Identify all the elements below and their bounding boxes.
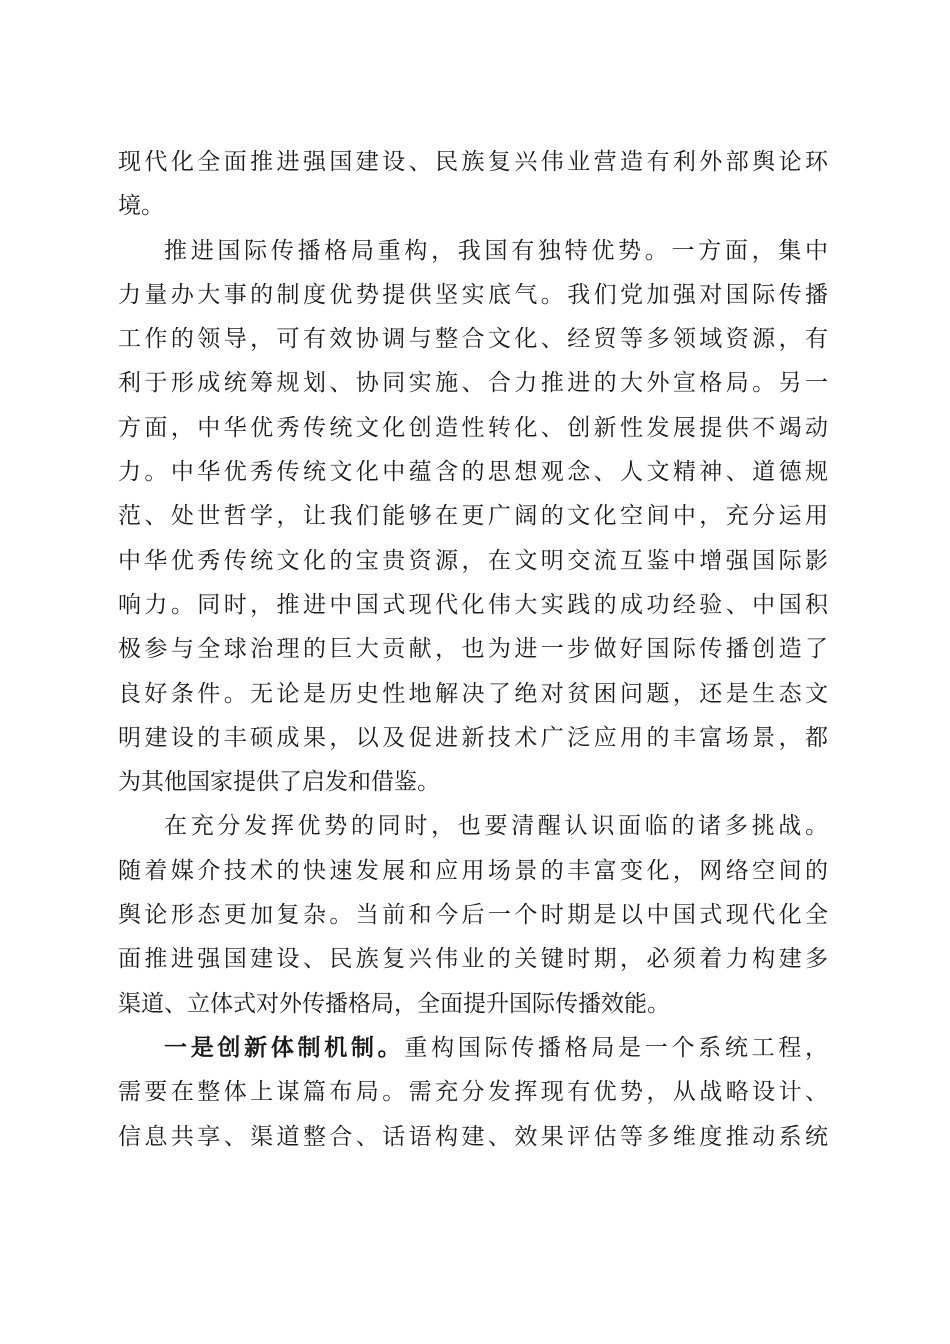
text-line: 力。中华优秀传统文化中蕴含的思想观念、人文精神、道德规 [118, 459, 828, 486]
text-line: 现代化全面推进强国建设、民族复兴伟业营造有利外部舆论环 [118, 149, 828, 175]
text-line: 力量办大事的制度优势提供坚实底气。我们党加强对国际传播 [118, 281, 828, 308]
text-line: 良好条件。无论是历史性地解决了绝对贫困问题，还是生态文 [118, 680, 828, 707]
text-line: 需要在整体上谋篇布局。需充分发挥现有优势，从战略设计、 [118, 1079, 828, 1106]
text-line: 舆论形态更加复杂。当前和今后一个时期是以中国式现代化全 [118, 902, 828, 929]
text-line: 面推进强国建设、民族复兴伟业的关键时期，必须着力构建多 [118, 946, 828, 973]
text-line: 利于形成统筹规划、协同实施、合力推进的大外宣格局。另一 [118, 370, 828, 397]
paragraph-start-line: 在充分发挥优势的同时，也要清醒认识面临的诸多挑战。 [164, 813, 828, 840]
text-line: 随着媒介技术的快速发展和应用场景的丰富变化，网络空间的 [118, 857, 828, 884]
paragraph-start-line: 推进国际传播格局重构，我国有独特优势。一方面，集中 [164, 237, 828, 264]
text-line: 工作的领导，可有效协调与整合文化、经贸等多领域资源，有 [118, 326, 828, 353]
text-line: 境。 [118, 193, 164, 220]
paragraph-start-line [118, 1026, 828, 1070]
text-run: 重构国际传播格局是一个系统工程， [404, 1034, 829, 1061]
text-line: 中华优秀传统文化的宝贵资源，在文明交流互鉴中增强国际影 [118, 547, 828, 574]
text-line: 极参与全球治理的巨大贡献，也为进一步做好国际传播创造了 [118, 636, 828, 663]
text-line: 范、处世哲学，让我们能够在更广阔的文化空间中，充分运用 [118, 503, 828, 530]
section-heading: 一是创新体制机制。 [164, 1033, 405, 1061]
text-line: 信息共享、渠道整合、话语构建、效果评估等多维度推动系统 [118, 1123, 828, 1150]
text-line: 渠道、立体式对外传播格局，全面提升国际传播效能。 [118, 990, 670, 1017]
text-line: 响力。同时，推进中国式现代化伟大实践的成功经验、中国积 [118, 591, 828, 618]
text-line: 为其他国家提供了启发和借鉴。 [118, 769, 440, 796]
text-line: 方面，中华优秀传统文化创造性转化、创新性发展提供不竭动 [118, 414, 828, 441]
body-text [118, 140, 828, 1159]
text-line: 明建设的丰硕成果，以及促进新技术广泛应用的丰富场景，都 [118, 724, 828, 751]
